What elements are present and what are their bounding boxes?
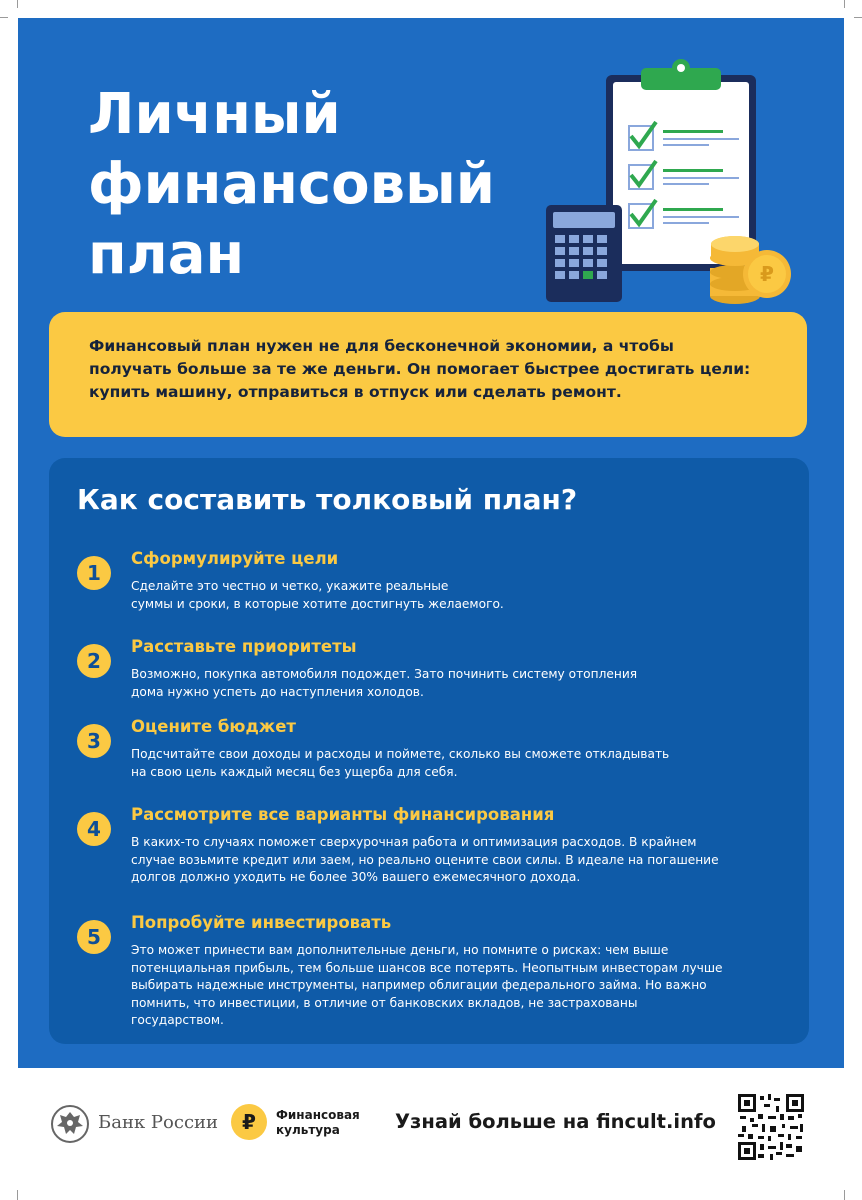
step-title: Попробуйте инвестировать xyxy=(131,913,392,932)
steps-section xyxy=(49,458,809,1044)
step-line: потенциальная прибыль, тем больше шансов все потерять. Неопытным инвесторам лучше xyxy=(131,960,723,975)
qr-code-icon[interactable] xyxy=(738,1094,804,1160)
finance-illustration xyxy=(523,58,793,313)
step-description xyxy=(131,942,781,1030)
step-line: случае возьмите кредит или заем, но реально оцените свои силы. В идеале на погашение xyxy=(131,852,719,867)
fincult-name xyxy=(276,1108,396,1138)
crop-mark xyxy=(844,0,845,8)
step-line: суммы и сроки, в которые хотите достигнуть желаемого. xyxy=(131,596,504,611)
step-title: Расставьте приоритеты xyxy=(131,637,357,656)
intro-line: получать больше за те же деньги. Он помогает быстрее достигать цели: xyxy=(89,360,751,378)
step-number-badge: 3 xyxy=(77,724,111,758)
poster-panel xyxy=(18,18,844,1068)
calculator-icon xyxy=(546,205,622,302)
step-line: Это может принести вам дополнительные деньги, но помните о рисках: чем выше xyxy=(131,943,669,957)
step-item xyxy=(77,804,777,884)
ruble-coin-icon xyxy=(230,1103,268,1141)
step-number-badge: 2 xyxy=(77,644,111,678)
step-description xyxy=(131,578,781,613)
step-description xyxy=(131,746,781,781)
steps-title: Как составить толковый план? xyxy=(77,483,578,516)
title-line: финансовый xyxy=(88,152,495,217)
intro-callout xyxy=(49,312,807,437)
step-item xyxy=(77,716,777,779)
bank-name: Банк России xyxy=(98,1112,219,1133)
step-line: Возможно, покупка автомобиля подождет. Зато починить систему отопления xyxy=(131,667,638,681)
intro-text xyxy=(89,335,775,404)
coins-stack-icon xyxy=(710,236,791,304)
ruble-glyph: ₽ xyxy=(242,1110,256,1134)
fincult-line: Финансовая xyxy=(276,1108,360,1122)
coin-ruble-glyph: ₽ xyxy=(760,262,774,286)
step-title: Оцените бюджет xyxy=(131,717,296,736)
step-number-badge: 1 xyxy=(77,556,111,590)
crop-mark xyxy=(854,17,862,18)
title-line: Личный xyxy=(88,82,341,147)
crop-mark xyxy=(17,0,18,8)
step-line: государством. xyxy=(131,1013,224,1027)
fincult-line: культура xyxy=(276,1123,340,1137)
intro-line: Финансовый план нужен не для бесконечной экономии, а чтобы xyxy=(89,337,674,355)
page-title xyxy=(88,80,495,290)
bank-of-russia-logo[interactable] xyxy=(50,1104,219,1144)
title-line: план xyxy=(88,222,245,287)
double-eagle-emblem-icon xyxy=(50,1104,90,1144)
step-item xyxy=(77,636,777,699)
step-number-badge: 4 xyxy=(77,812,111,846)
step-number-badge: 5 xyxy=(77,920,111,954)
step-line: В каких-то случаях поможет сверхурочная работа и оптимизация расходов. В крайнем xyxy=(131,835,697,849)
step-line: на свою цель каждый месяц без ущерба для себя. xyxy=(131,764,458,779)
fincult-logo[interactable] xyxy=(230,1103,360,1143)
step-title: Рассмотрите все варианты финансирования xyxy=(131,805,555,824)
crop-mark xyxy=(0,17,8,18)
step-description xyxy=(131,666,781,701)
intro-line: купить машину, отправиться в отпуск или сделать ремонт. xyxy=(89,383,622,401)
footer xyxy=(0,1068,862,1200)
step-description xyxy=(131,834,781,887)
step-line: помнить, что инвестиции, в отличие от банковских вкладов, не застрахованы xyxy=(131,995,638,1010)
step-line: выбирать надежные инструменты, например облигации федерального займа. Но важно xyxy=(131,978,707,992)
step-item xyxy=(77,912,777,1032)
learn-more-link[interactable]: Узнай больше на fincult.info xyxy=(395,1110,716,1133)
step-line: дома нужно успеть до наступления холодов. xyxy=(131,684,424,699)
step-line: Сделайте это честно и четко, укажите реальные xyxy=(131,579,449,593)
step-line: долгов должно уходить не более 30% вашего ежемесячного дохода. xyxy=(131,870,581,884)
step-item xyxy=(77,548,777,611)
step-line: Подсчитайте свои доходы и расходы и поймете, сколько вы сможете откладывать xyxy=(131,747,670,761)
step-title: Сформулируйте цели xyxy=(131,549,339,568)
